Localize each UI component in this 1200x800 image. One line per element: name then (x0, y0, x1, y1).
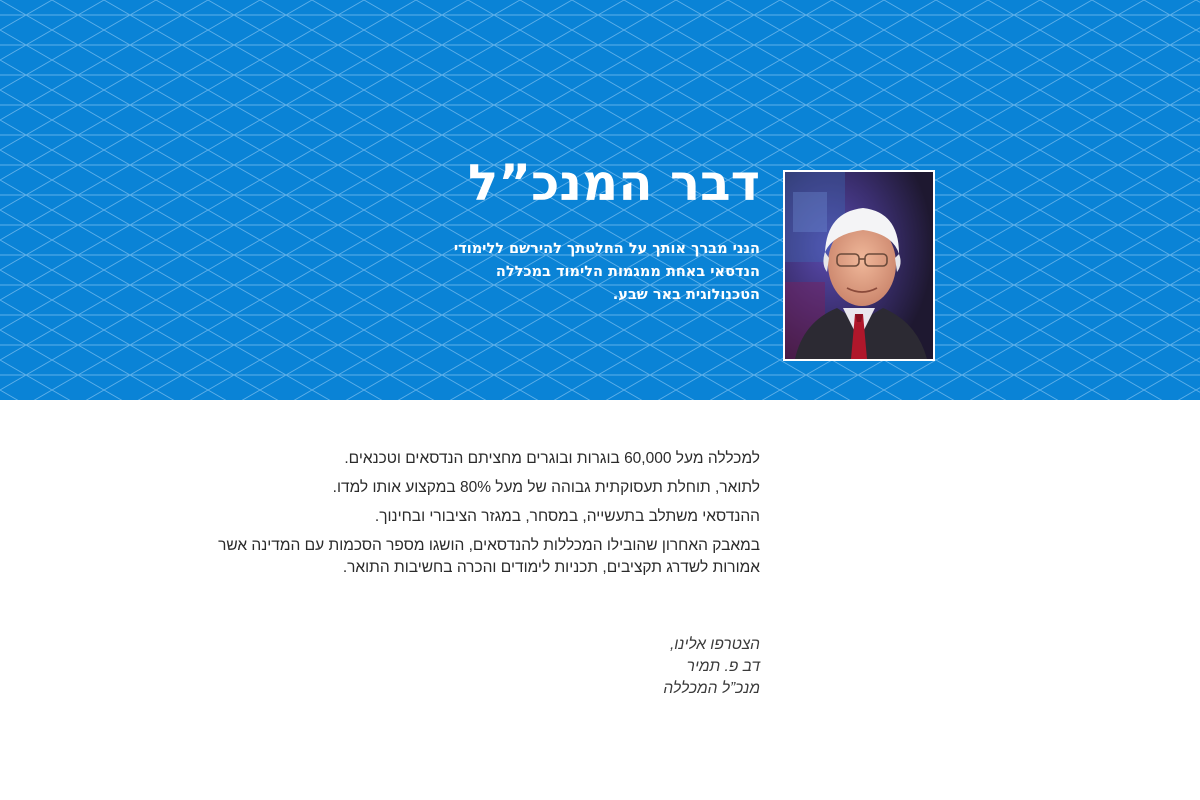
message-body (200, 448, 760, 586)
signature-role: מנכ”ל המכללה (663, 680, 760, 697)
body-paragraph: ההנדסאי משתלב בתעשייה, במסחר, במגזר הציבורי ובחינוך. (374, 508, 760, 525)
body-paragraph: לתואר, תוחלת תעסוקתית גבוהה של מעל 80% במקצוע אותו למדו. (332, 479, 760, 496)
signature-block (663, 634, 760, 700)
signature-closing: הצטרפו אלינו, (669, 636, 760, 653)
body-paragraph: במאבק האחרון שהובילו המכללות להנדסאים, הושגו מספר הסכמות עם המדינה אשר אמורות לשדרג תקציבים, תכניות לימודים והכרה בחשיבות התואר. (218, 537, 760, 576)
ceo-portrait-photo (783, 170, 935, 361)
body-paragraph: למכללה מעל 60,000 בוגרות ובוגרים מחציתם הנדסאים וטכנאים. (344, 450, 760, 467)
intro-text: הנני מברך אותך על החלטתך להירשם ללימודי הנדסאי באחת ממגמות הלימוד במכללה הטכנולוגית באר שבע. (453, 241, 760, 303)
signature-name: דב פ. תמיר (686, 658, 760, 675)
person-portrait-icon (785, 172, 933, 359)
page-title: דבר המנכ”ל (467, 154, 760, 212)
